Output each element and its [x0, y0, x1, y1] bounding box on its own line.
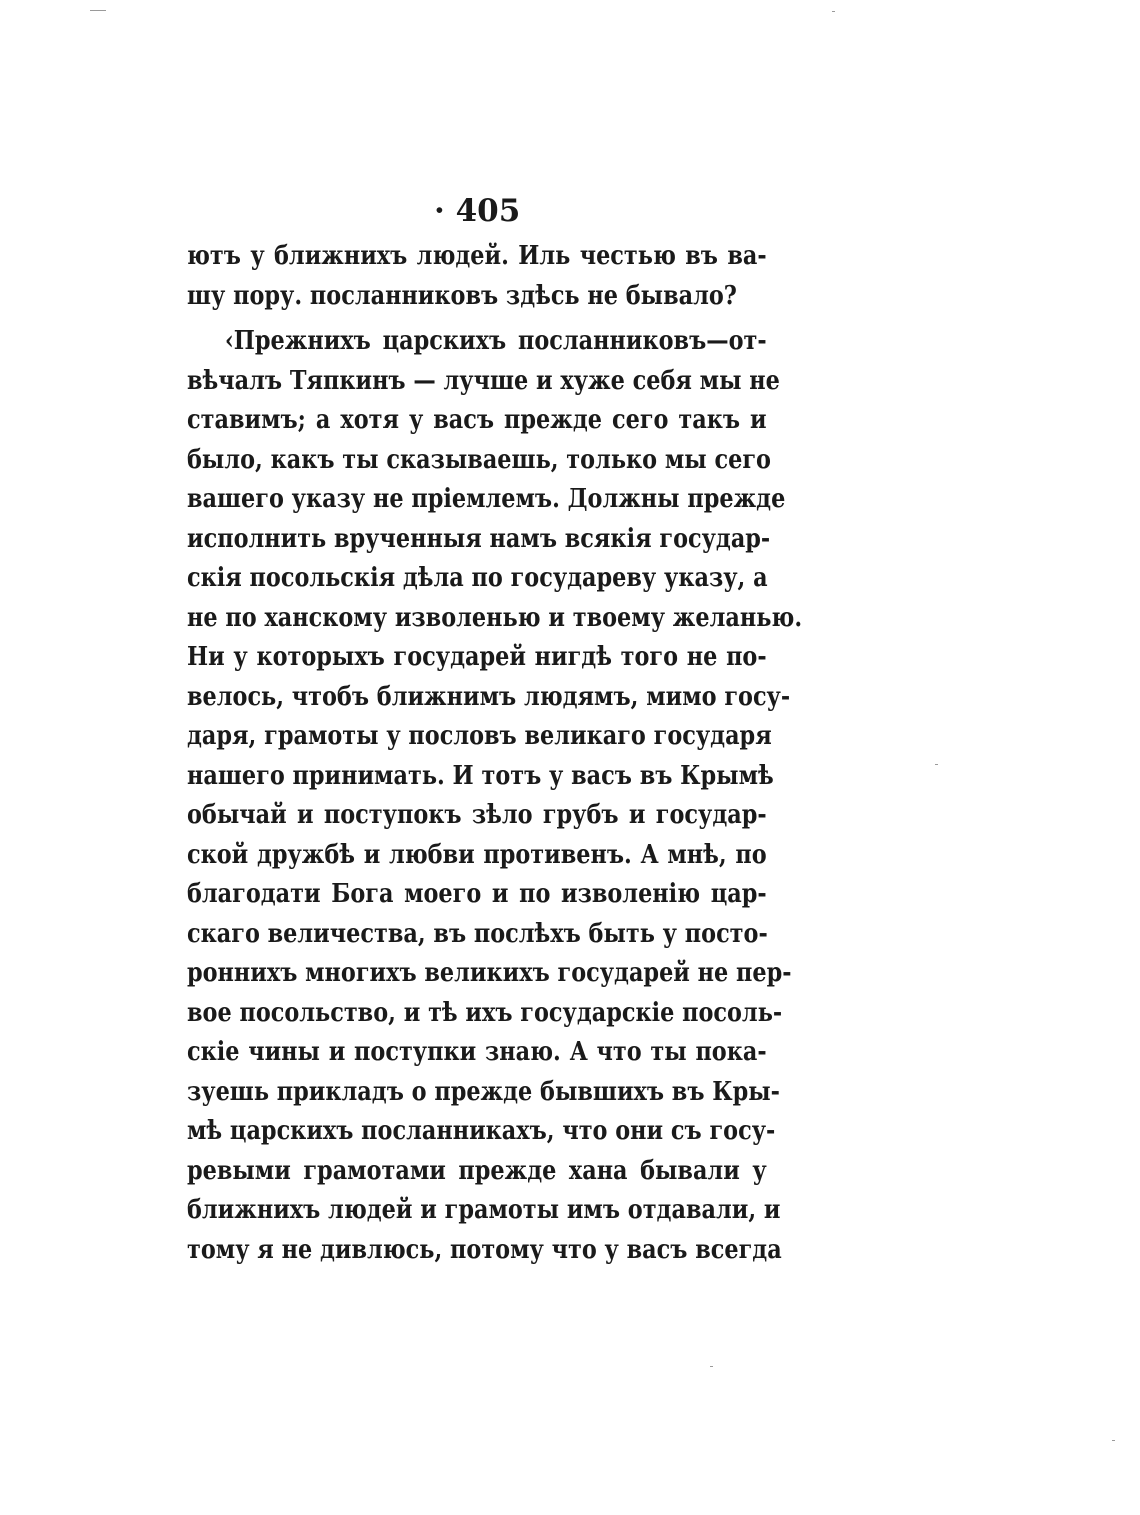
text-line: мѣ царскихъ посланникахъ, что они съ госу- [187, 1116, 776, 1146]
page-number: · 405 [434, 193, 521, 229]
text-line: ревыми грамотами прежде хана бывали у [187, 1155, 767, 1186]
text-line: скія посольскія дѣла по государеву указу, а [187, 563, 768, 593]
body-text [187, 237, 803, 1270]
text-line: шу пору. посланниковъ здѣсь не бывало? [187, 280, 737, 311]
text-line: велось, чтобъ ближнимъ людямъ, мимо госу- [187, 681, 791, 712]
scan-speck [710, 1366, 713, 1367]
text-line: ской дружбѣ и любви противенъ. А мнѣ, по [187, 839, 767, 870]
text-line: зуешь прикладъ о прежде бывшихъ въ Кры- [187, 1076, 780, 1107]
scan-speck [935, 764, 938, 765]
text-line: вѣчалъ Тяпкинъ — лучше и хуже себя мы не [187, 365, 780, 396]
text-line: благодати Бога моего и по изволенію цар- [187, 879, 767, 909]
scan-speck [1112, 1440, 1115, 1441]
text-line: тому я не дивлюсь, потому что у васъ всегда [187, 1234, 782, 1265]
scan-speck [90, 10, 106, 11]
text-line: исполнить врученныя намъ всякія государ- [187, 523, 771, 554]
text-line: вашего указу не пріемлемъ. Должны прежде [187, 484, 786, 514]
text-line: не по ханскому изволенью и твоему желанью. [187, 602, 803, 633]
text-line: скаго величества, въ послѣхъ быть у посто- [187, 918, 768, 949]
text-line: Ни у которыхъ государей нигдѣ того не по- [187, 642, 767, 672]
text-line: обычай и поступокъ зѣло грубъ и государ- [187, 800, 767, 830]
paragraph-first-line: ‹Прежнихъ царскихъ посланниковъ—от- [224, 326, 767, 356]
scan-speck [832, 11, 835, 12]
text-line: ставимъ; а хотя у васъ прежде сего такъ и [187, 405, 767, 435]
text-line: ютъ у ближнихъ людей. Иль честью въ ва- [187, 241, 767, 271]
text-line: нашего принимать. И тотъ у васъ въ Крымѣ [187, 760, 774, 791]
text-line: роннихъ многихъ великихъ государей не пер- [187, 958, 792, 988]
text-line: даря, грамоты у пословъ великаго государя [187, 721, 772, 751]
text-line: скіе чины и поступки знаю. А что ты пока- [187, 1037, 767, 1067]
text-line: было, какъ ты сказываешь, только мы сего [187, 444, 771, 475]
text-line: ближнихъ людей и грамоты имъ отдавали, и [187, 1195, 781, 1225]
text-line: вое посольство, и тѣ ихъ государскіе посоль- [187, 997, 783, 1028]
